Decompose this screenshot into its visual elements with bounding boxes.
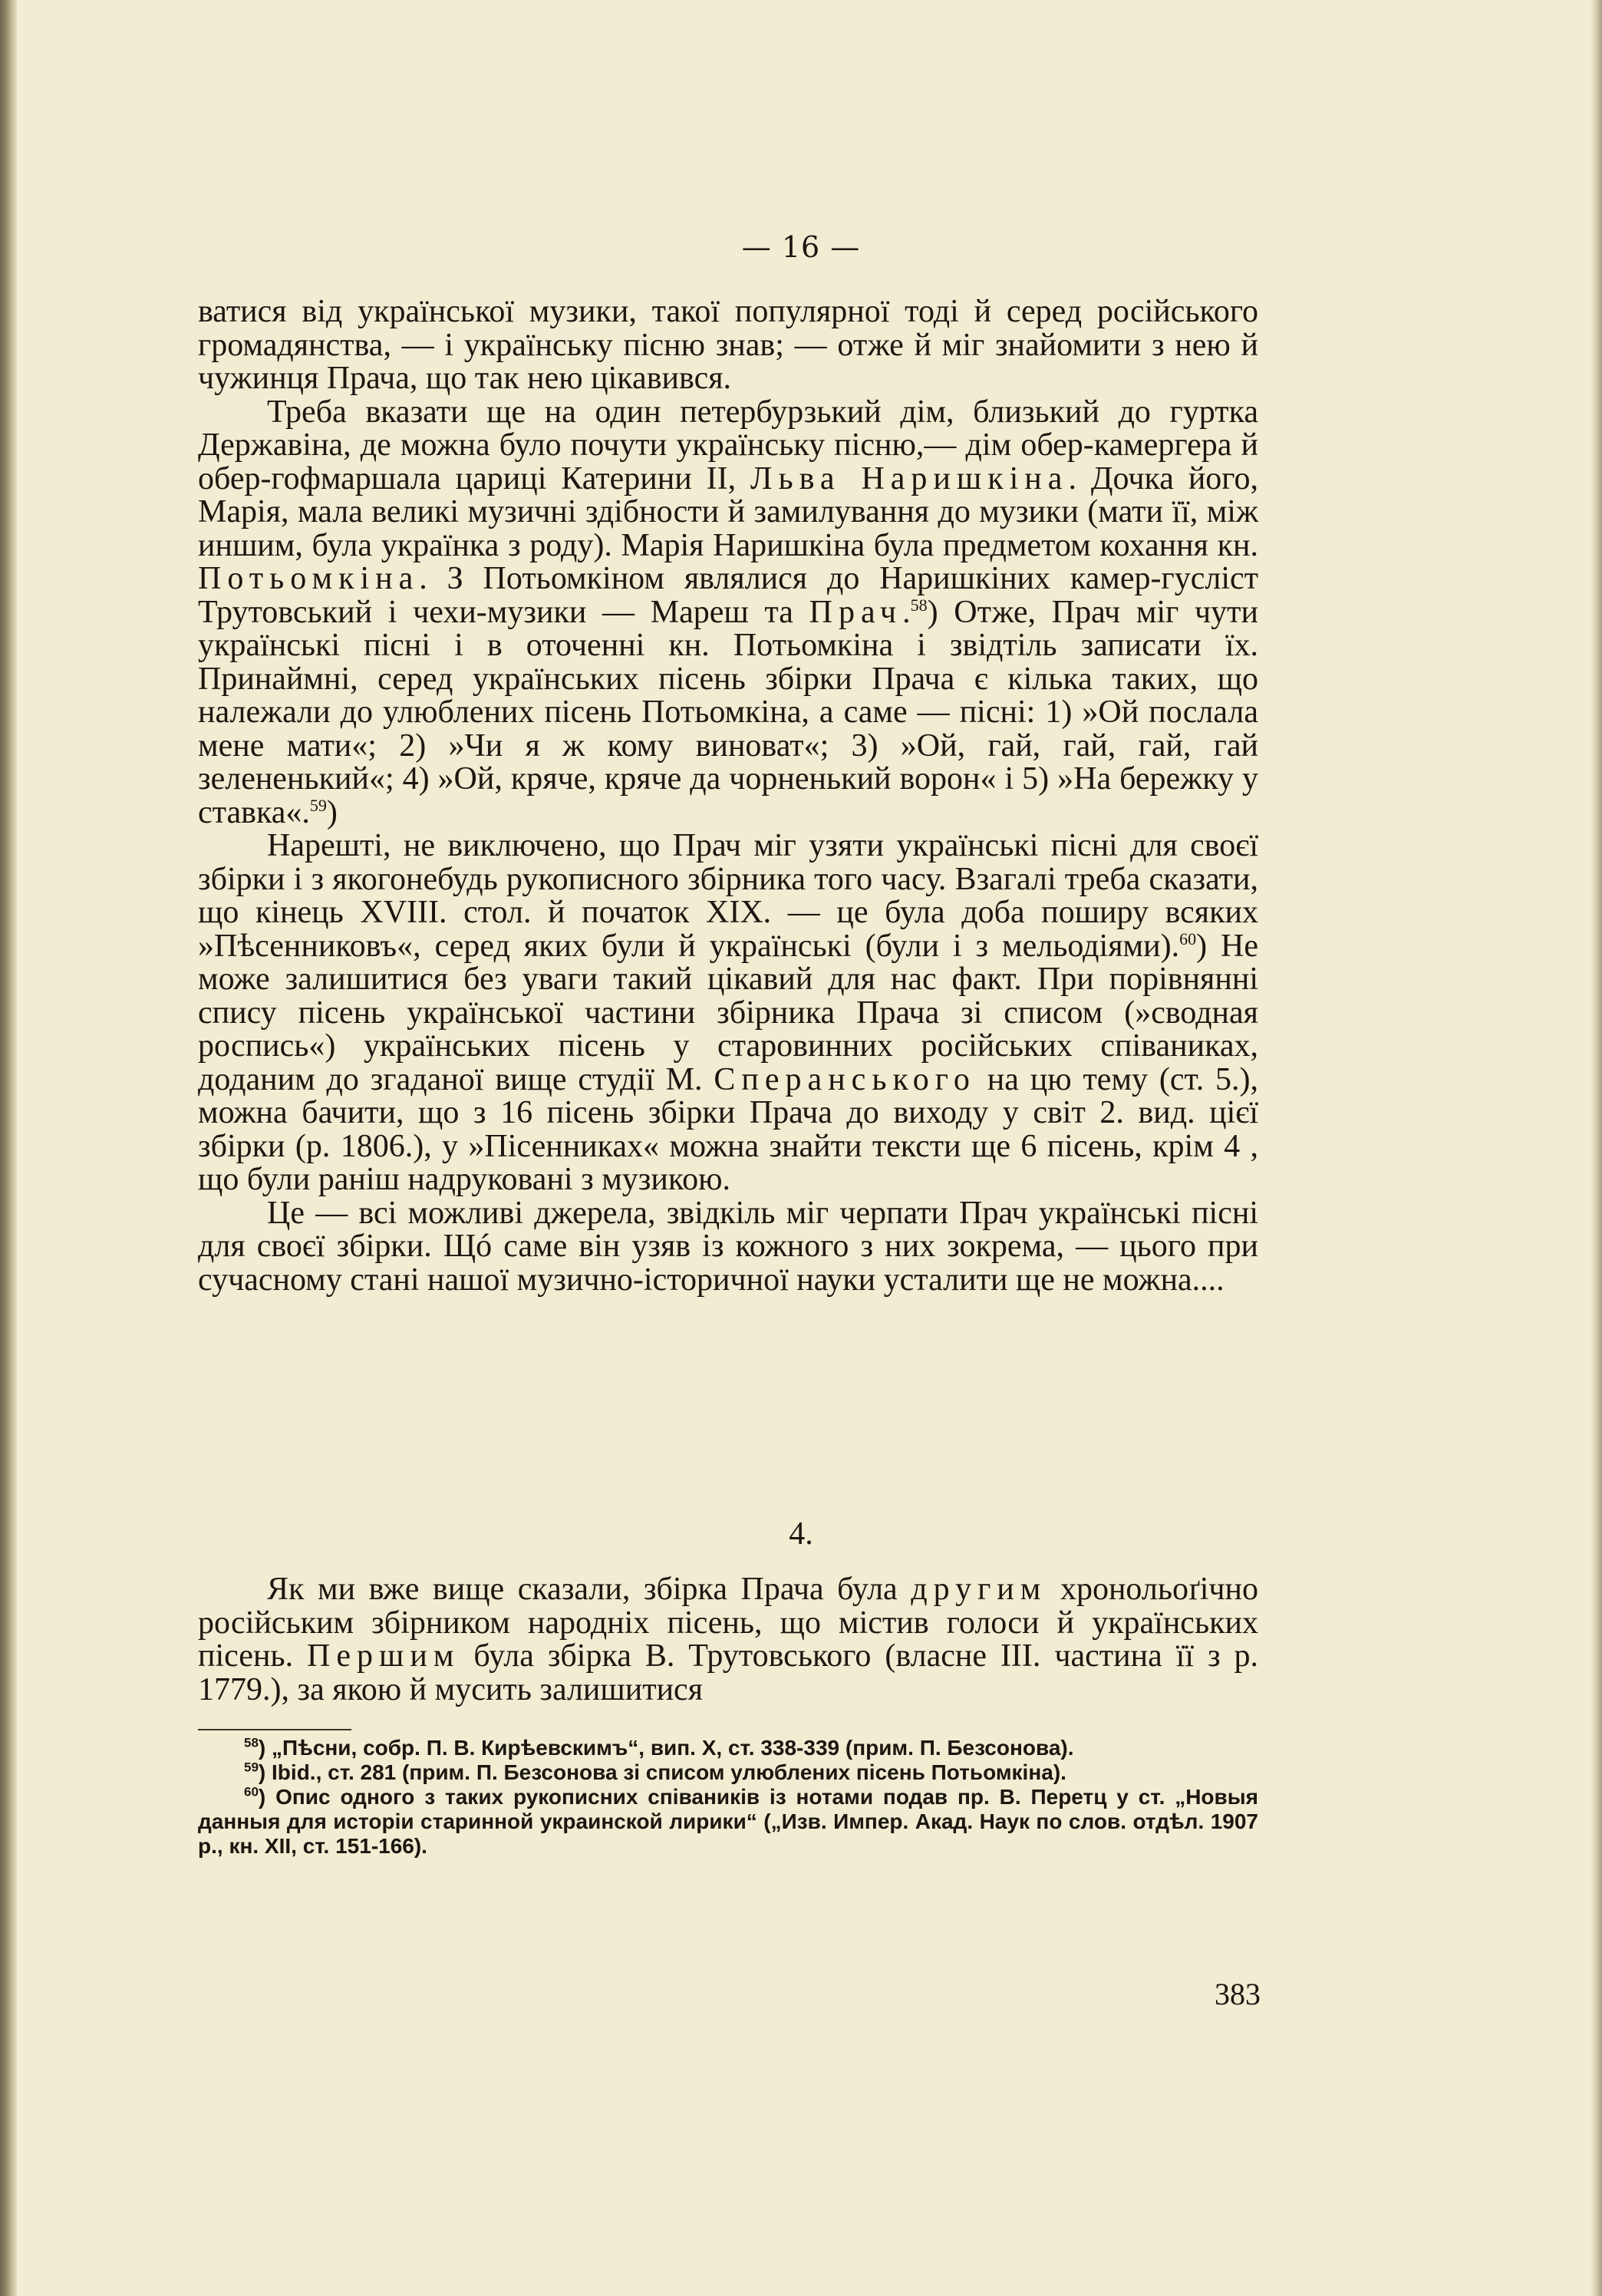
paragraph-1: ватися від української музики, такої популярної тоді й серед російського громадянства, — і українську пісню знав; — отже й міг знайомити з нею й чужинця Прача, що так нею цікавився. xyxy=(198,294,1258,396)
footnote-58 xyxy=(198,1736,1258,1760)
emphasis-first: Першим xyxy=(307,1638,460,1674)
name-speranskyi: Сперанського xyxy=(714,1061,976,1097)
paragraph-2-text-3: . З Потьомкіном являлися до Наришкіних камер-гусліст Трутовський і чехи-музики — Мареш та xyxy=(198,561,1258,630)
section-4-text xyxy=(198,1573,1258,1707)
page-number: 383 xyxy=(1215,1977,1261,2011)
paragraph-2 xyxy=(198,396,1258,830)
name-prach: Прач xyxy=(809,594,903,630)
footnote-ref-58: 58 xyxy=(910,595,928,615)
name-potemkin: Потьомкіна xyxy=(198,561,420,596)
section-4-text-1: Як ми вже вище сказали, збірка Прача була xyxy=(267,1572,898,1607)
section-heading: 4. xyxy=(789,1516,813,1552)
running-page-number: — 16 — xyxy=(741,230,861,264)
footnote-60 xyxy=(198,1785,1258,1859)
footnote-separator xyxy=(198,1729,351,1730)
paragraph-3-text-2: ) Не може залишитися без уваги такий цікавий для нас факт. При порівнянні спису пісень української частини збірника Прача зі списом (»сводная роспись«) українських пісень у старовинних російських співаниках, доданим до згаданої вище студії М. xyxy=(198,928,1258,1097)
paragraph-3 xyxy=(198,830,1258,1197)
page-right-edge xyxy=(1591,0,1602,2296)
footnote-58-mark: 58 xyxy=(244,1735,259,1750)
name-naryshkin: Льва Наришкіна xyxy=(750,460,1069,496)
emphasis-second: другим xyxy=(911,1572,1047,1607)
page-binding-edge xyxy=(0,0,17,2296)
paragraph-2-text-5: ) Отже, Прач міг чути українські пісні і в оточенні кн. Потьомкіна і звідтіль записати їх. Принаймні, серед українських пісень збірки Прача є кілька таких, що належали до улюблених пісень Потьомкіна, а саме — пісні: 1) »Ой послала мене мати«; 2) »Чи я ж кому виноват«; 3) »Ой, гай, гай, гай, гай зелененький«; 4) »Ой, кряче, кряче да чорненький ворон« і 5) »На бережку у ставка«. xyxy=(198,594,1259,830)
footnotes xyxy=(198,1736,1258,1859)
paragraph-2-text-4: . xyxy=(902,594,911,630)
section-4-text-2: хронольоґічно російським збірником народніх пісень, що містив голоси й українських пісень. xyxy=(198,1572,1259,1674)
section-4-text-3: була збірка В. Трутовського (власне III. частина її з р. 1779.), за якою й мусить залишитися xyxy=(198,1638,1258,1707)
footnote-60-text: ) Опис одного з таких рукописних співаників із нотами подав пр. В. Перетц у ст. „Новыя данныя для исторіи старинной украинской лирики“ („Изв. Импер. Акад. Наук по слов. отдѣл. 1907 р., кн. XII, ст. 151-166). xyxy=(198,1785,1258,1858)
paragraph-3-text-3: на цю тему (ст. 5.), можна бачити, що з 16 пісень збірки Прача до виходу у світ 2. вид. цієї збірки (р. 1806.), у »Пісенниках« можна знайти тексти ще 6 пісень, крім 4 , що були раніш надруковані з музикою. xyxy=(198,1061,1259,1197)
footnote-ref-60: 60 xyxy=(1179,929,1197,948)
paragraph-2-text-2: . Дочка його, Марія, мала великі музичні здібности й замилування до музики (мати її, між иншим, була українка з роду). Марія Наришкіна була предметом кохання кн. xyxy=(198,460,1258,563)
footnote-58-text: ) „Пѣсни, собр. П. В. Кирѣевскимъ“, вип. X, ст. 338-339 (прим. П. Безсонова). xyxy=(258,1736,1074,1760)
paragraph-4: Це — всі можливі джерела, звідкіль міг черпати Прач українські пісні для своєї збірки. Щó саме він узяв із кожного з них зокрема, — цього при сучасному стані нашої музично-історичної науки усталити ще не можна.... xyxy=(198,1195,1258,1298)
footnote-59 xyxy=(198,1760,1258,1785)
section-4-paragraph xyxy=(198,1573,1258,1707)
footnote-59-text: ) Ibid., ст. 281 (прим. П. Безсонова зі списом улюблених пісень Потьомкіна). xyxy=(258,1760,1066,1784)
body-text xyxy=(198,295,1258,1297)
footnote-ref-59: 59 xyxy=(309,795,327,815)
paragraph-3-text-1: Нарешті, не виключено, що Прач міг узяти українські пісні для своєї збірки і з якогонебудь рукописного збірника того часу. Взагалі треба сказати, що кінець XVIII. стол. й початок XIX. — це була доба поширу всяких »Пѣсенниковъ«, серед яких були й українські (були і з мельодіями). xyxy=(198,828,1258,964)
paragraph-2-text-1: Треба вказати ще на один петербурзький дім, близький до гуртка Державіна, де можна було почути українську пісню,— дім обер-камергера й обер-гофмаршала цариці Катерини II, xyxy=(198,394,1258,496)
footnote-60-mark: 60 xyxy=(244,1784,259,1800)
paragraph-2-text-6: ) xyxy=(326,794,338,830)
footnote-59-mark: 59 xyxy=(244,1760,259,1775)
